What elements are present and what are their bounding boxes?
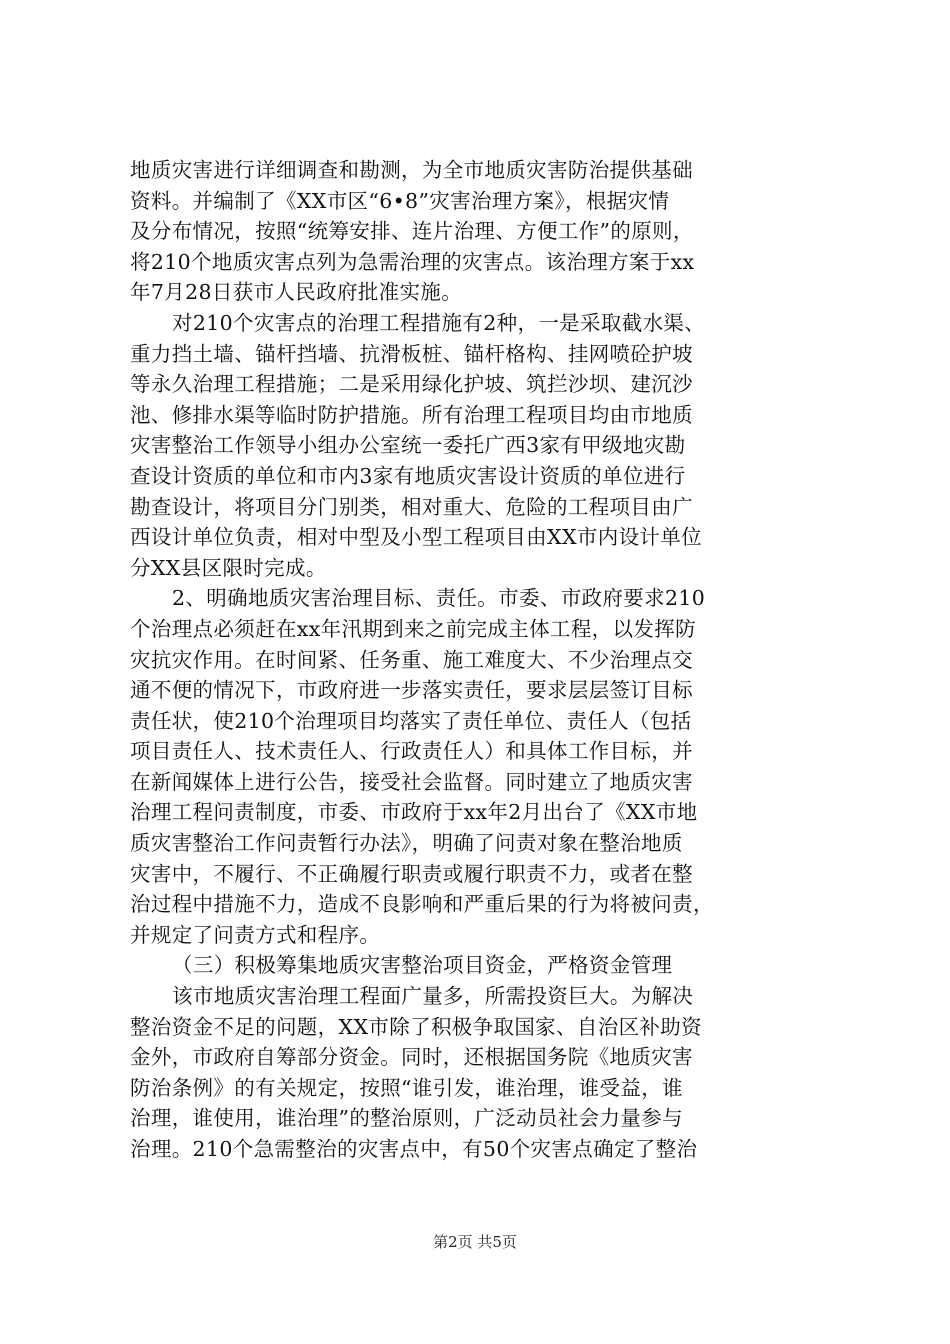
- section-heading: （三）积极筹集地质灾害整治项目资金，严格资金管理: [172, 953, 673, 978]
- document-body: [130, 155, 830, 1165]
- paragraph-first-line: 对210个灾害点的治理工程措施有2种，一是采取截水渠、: [172, 310, 706, 335]
- text-line: 将210个地质灾害点列为急需治理的灾害点。该治理方案于xx: [130, 249, 695, 274]
- text-line: 金外，市政府自筹部分资金。同时，还根据国务院《地质灾害: [130, 1045, 693, 1070]
- text-line: 个治理点必须赶在xx年汛期到来之前完成主体工程，以发挥防: [130, 616, 696, 641]
- text-line: 重力挡土墙、锚杆挡墙、抗滑板桩、锚杆格构、挂网喷砼护坡: [130, 341, 693, 366]
- text-line: 分XX县区限时完成。: [130, 555, 327, 580]
- text-line: 灾抗灾作用。在时间紧、任务重、施工难度大、不少治理点交: [130, 647, 693, 672]
- text-line: 西设计单位负责，相对中型及小型工程项目由XX市内设计单位: [130, 525, 702, 550]
- paragraph-first-line: 该市地质灾害治理工程面广量多，所需投资巨大。为解决: [172, 984, 694, 1009]
- text-line: 项目责任人、技术责任人、行政责任人）和具体工作目标，并: [130, 739, 693, 764]
- text-line: 治理。210个急需整治的灾害点中，有50个灾害点确定了整治: [130, 1137, 698, 1161]
- text-line: 责任状，使210个治理项目均落实了责任单位、责任人（包括: [130, 708, 692, 733]
- text-line: 资料。并编制了《XX市区“6•8”灾害治理方案》，根据灾情: [130, 188, 670, 213]
- text-line: 等永久治理工程措施；二是采用绿化护坡、筑拦沙坝、建沉沙: [130, 372, 693, 397]
- text-line: 查设计资质的单位和市内3家有地质灾害设计资质的单位进行: [130, 463, 686, 488]
- text-line: 勘查设计，将项目分门别类，相对重大、危险的工程项目由广: [130, 494, 693, 519]
- paragraph-first-line: 2、明确地质灾害治理目标、责任。市委、市政府要求210: [172, 586, 706, 611]
- text-line: 池、修排水渠等临时防护措施。所有治理工程项目均由市地质: [130, 402, 693, 427]
- text-line: 治理工程问责制度，市委、市政府于xx年2月出台了《XX市地: [130, 800, 698, 825]
- text-line: 并规定了问责方式和程序。: [130, 922, 381, 947]
- text-line: 防治条例》的有关规定，按照“谁引发，谁治理，谁受益，谁: [130, 1075, 683, 1100]
- text-line: 整治资金不足的问题，XX市除了积极争取国家、自治区补助资: [130, 1014, 702, 1039]
- text-line: 质灾害整治工作问责暂行办法》，明确了问责对象在整治地质: [130, 831, 683, 856]
- text-line: 治理，谁使用，谁治理”的整治原则，广泛动员社会力量参与: [130, 1106, 683, 1131]
- text-line: 在新闻媒体上进行公告，接受社会监督。同时建立了地质灾害: [130, 769, 693, 794]
- text-line: 通不便的情况下，市政府进一步落实责任，要求层层签订目标: [130, 678, 693, 703]
- text-line: 地质灾害进行详细调查和勘测，为全市地质灾害防治提供基础: [130, 158, 693, 182]
- text-line: 治过程中措施不力，造成不良影响和严重后果的行为将被问责，: [130, 892, 714, 917]
- text-line: 灾害中，不履行、不正确履行职责或履行职责不力，或者在整: [130, 861, 693, 886]
- text-line: 及分布情况，按照“统筹安排、连片治理、方便工作”的原则，: [130, 219, 694, 244]
- text-line: 灾害整治工作领导小组办公室统一委托广西3家有甲级地灾勘: [130, 433, 686, 458]
- text-line: 年7月28日获市人民政府批准实施。: [130, 280, 463, 305]
- page-number: 第2页 共5页: [433, 1233, 517, 1251]
